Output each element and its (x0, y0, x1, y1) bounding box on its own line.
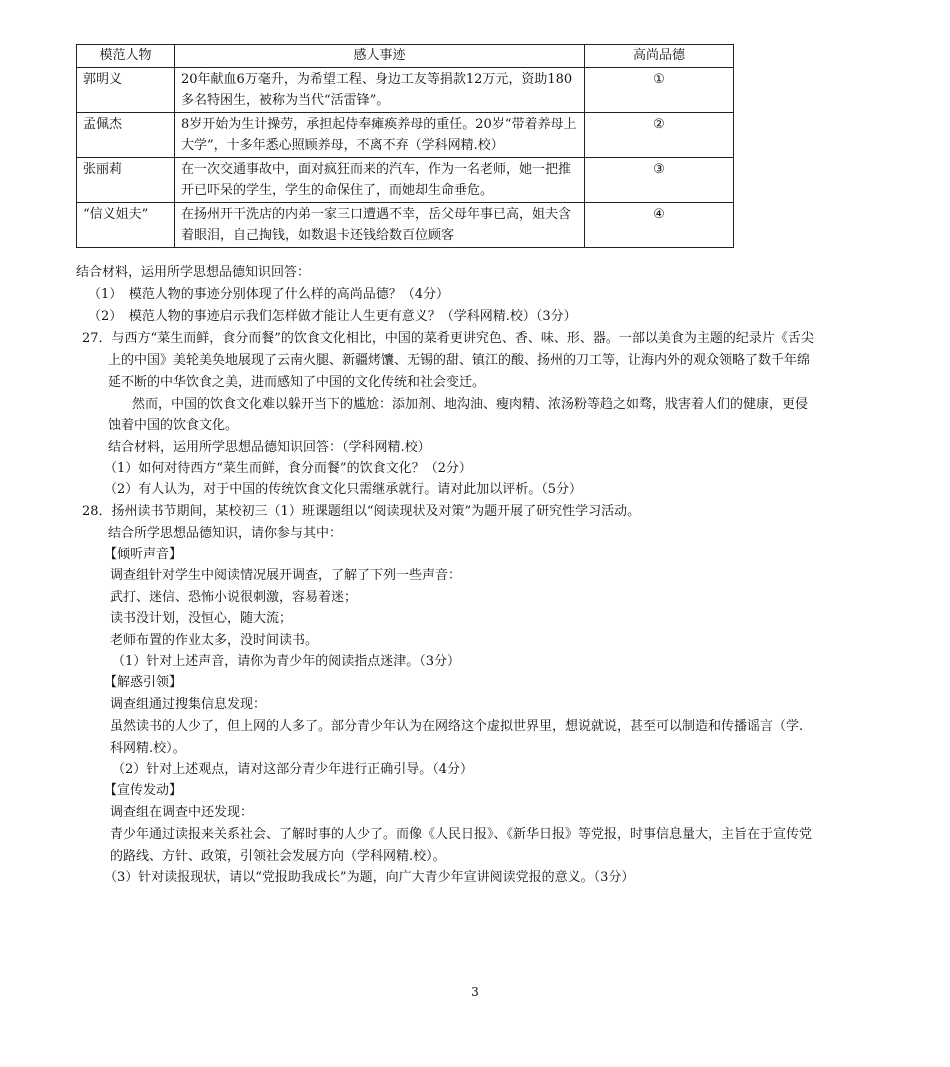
figure-deed: 在一次交通事故中，面对疯狂而来的汽车，作为一名老师，她一把推开已吓呆的学生，学生的命保住了，而她却生命垂危。 (175, 158, 585, 203)
q28-section2-line3: 科网精.校）。 (110, 741, 186, 756)
figure-name: 郭明义 (77, 68, 175, 113)
virtue-mark: ② (585, 113, 734, 158)
figure-deed: 在扬州开干洗店的内弟一家三口遭遇不幸，岳父母年事已高，姐夫含着眼泪，自己掏钱，如数退卡还钱给数百位顾客 (175, 203, 585, 248)
q28-question2: （2）针对上述观点，请对这部分青少年进行正确引导。（4分） (112, 762, 474, 777)
header-deed: 感人事迹 (175, 45, 585, 68)
q28-question3: （3）针对读报现状，请以“党报助我成长”为题，向广大青少年宣讲阅读党报的意义。（3分） (104, 870, 635, 885)
q28-section1-line3: 读书没计划，没恒心，随大流； (110, 611, 293, 626)
figure-deed: 20年献血6万毫升，为希望工程、身边工友等捐款12万元，资助180多名特困生，被称为当代“活雷锋”。 (175, 68, 585, 113)
q28-section3-line3: 的路线、方针、政策，引领社会发展方向（学科网精.校）。 (110, 849, 446, 864)
figure-deed: 8岁开始为生计操劳，承担起侍奉瘫痪养母的重任。20岁“带着养母上大学”，十多年悉心照顾养母，不离不弃（学科网精.校） (175, 113, 585, 158)
q27-sub1: （1）如何对待西方“菜生而鲜，食分而餐”的饮食文化？（2分） (104, 461, 472, 476)
q28-section2-line2: 虽然读书的人少了，但上网的人多了。部分青少年认为在网络这个虚拟世界里，想说就说，甚至可以制造和传播谣言（学. (110, 719, 804, 734)
header-figure: 模范人物 (77, 45, 175, 68)
q27-sub2: （2）有人认为，对于中国的传统饮食文化只需继承就行。请对此加以评析。（5分） (104, 482, 583, 497)
q26-sub2: （2） 模范人物的事迹启示我们怎样做才能让人生更有意义？（学科网精.校）（3分） (88, 309, 577, 324)
q28-section3-title: 【宣传发动】 (104, 783, 183, 798)
figure-name: 张丽莉 (77, 158, 175, 203)
table-row (77, 68, 734, 113)
header-virtue: 高尚品德 (585, 45, 734, 68)
virtue-mark: ① (585, 68, 734, 113)
q26-sub1: （1） 模范人物的事迹分别体现了什么样的高尚品德？（4分） (88, 287, 450, 302)
q28-section1-line2: 武打、迷信、恐怖小说很刺激，容易着迷； (110, 590, 358, 605)
figure-name: 孟佩杰 (77, 113, 175, 158)
q27-line2: 上的中国》美轮美奂地展现了云南火腿、新疆烤馕、无锡的甜、镇江的酸、扬州的刀工等，让海内外的观众领略了数千年绵 (108, 353, 811, 368)
q28-section2-title: 【解惑引领】 (104, 675, 183, 690)
q27-line4: 然而，中国的饮食文化难以躲开当下的尴尬：添加剂、地沟油、瘦肉精、浓汤粉等趋之如骛，戕害着人们的健康，更侵 (132, 397, 809, 412)
q28-section3-line1: 调查组在调查中还发现： (110, 805, 254, 820)
q28-section1-title: 【倾听声音】 (104, 547, 183, 562)
figure-name: “信义姐夫” (77, 203, 175, 248)
table-header-row (77, 45, 734, 68)
virtue-mark: ③ (585, 158, 734, 203)
table-row (77, 113, 734, 158)
q27-line3: 延不断的中华饮食之美，进而感知了中国的文化传统和社会变迁。 (108, 375, 486, 390)
q28-section1-line4: 老师布置的作业太多，没时间读书。 (110, 633, 319, 648)
table-row (77, 203, 734, 248)
table-row (77, 158, 734, 203)
q26-intro: 结合材料，运用所学思想品德知识回答： (76, 265, 311, 280)
q28-question1: （1）针对上述声音，请你为青少年的阅读指点迷津。（3分） (112, 654, 461, 669)
q28-line1: 28．扬州读书节期间，某校初三（1）班课题组以“阅读现状及对策”为题开展了研究性学习活动。 (82, 504, 641, 519)
q28-section1-line1: 调查组针对学生中阅读情况展开调查，了解了下列一些声音： (110, 568, 462, 583)
q27-line1: 27．与西方“菜生而鲜，食分而餐”的饮食文化相比，中国的菜肴更讲究色、香、味、形、器。一部以美食为主题的纪录片《舌尖 (82, 331, 814, 346)
virtue-mark: ④ (585, 203, 734, 248)
q27-intro: 结合材料，运用所学思想品德知识回答：（学科网精.校） (108, 440, 431, 455)
q28-line2: 结合所学思想品德知识，请你参与其中： (108, 526, 343, 541)
q28-section2-line1: 调查组通过搜集信息发现： (110, 697, 267, 712)
model-figures-table (76, 44, 734, 248)
q28-section3-line2: 青少年通过读报来关系社会、了解时事的人少了。而像《人民日报》、《新华日报》等党报，时事信息量大，主旨在于宣传党 (110, 827, 813, 842)
q27-line5: 蚀着中国的饮食文化。 (108, 418, 239, 433)
page-number: 3 (471, 985, 479, 999)
